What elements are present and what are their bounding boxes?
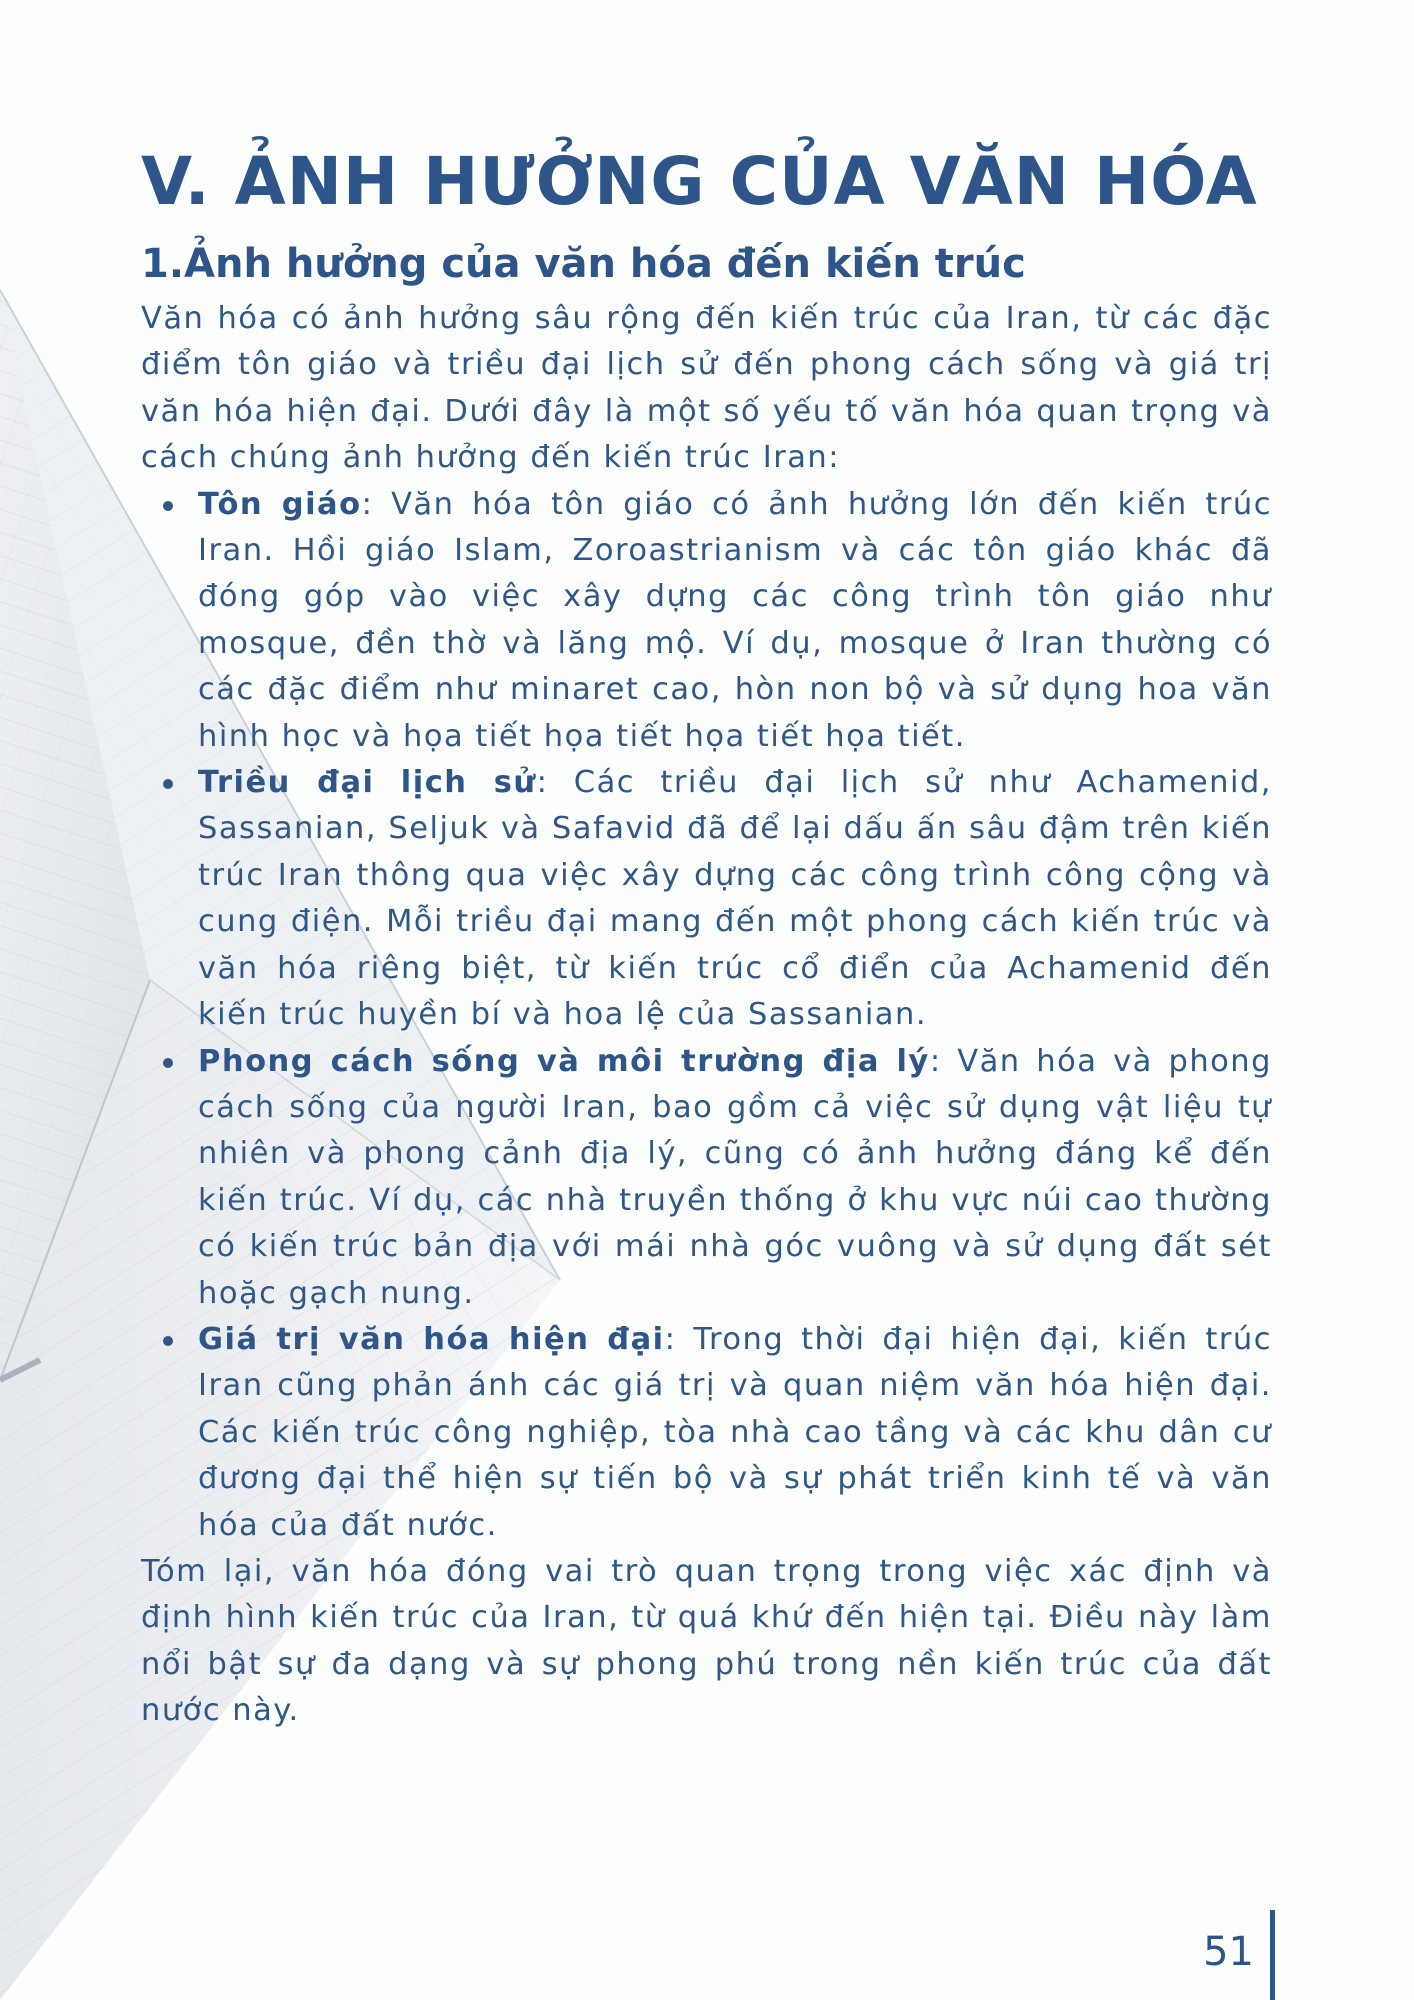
section-heading: V. ẢNH HƯỞNG CỦA VĂN HÓA <box>141 143 1258 220</box>
list-item <box>198 482 1272 760</box>
bullet-list <box>141 482 1272 1549</box>
list-item <box>198 760 1272 1038</box>
list-item-term: Triều đại lịch sử <box>198 765 537 801</box>
intro-paragraph: Văn hóa có ảnh hưởng sâu rộng đến kiến trúc của Iran, từ các đặc điểm tôn giáo và triều đại lịch sử đến phong cách sống và giá trị văn hóa hiện đại. Dưới đây là một số yếu tố văn hóa quan trọng và cách chúng ảnh hưởng đến kiến trúc Iran: <box>141 301 1272 476</box>
list-item <box>198 1317 1272 1549</box>
list-item-text: : Văn hóa và phong cách sống của người Iran, bao gồm cả việc sử dụng vật liệu tự nhiên và phong cảnh địa lý, cũng có ảnh hưởng đáng kể đến kiến trúc. Ví dụ, các nhà truyền thống ở khu vực núi cao thường có kiến trúc bản địa với mái nhà góc vuông và sử dụng đất sét hoặc gạch nung. <box>198 1043 1272 1311</box>
subsection-heading: 1.Ảnh hưởng của văn hóa đến kiến trúc <box>141 241 1026 287</box>
list-item-text: : Các triều đại lịch sử như Achamenid, Sassanian, Seljuk và Safavid đã để lại dấu ấn sâu đậm trên kiến trúc Iran thông qua việc xây dựng các công trình công cộng và cung điện. Mỗi triều đại mang đến một phong cách kiến trúc và văn hóa riêng biệt, từ kiến trúc cổ điển của Achamenid đến kiến trúc huyền bí và hoa lệ của Sassanian. <box>198 765 1272 1033</box>
list-item-term: Giá trị văn hóa hiện đại <box>198 1321 665 1357</box>
list-item-term: Phong cách sống và môi trường địa lý <box>198 1043 930 1079</box>
bullet-icon <box>163 501 173 511</box>
list-item-text: : Văn hóa tôn giáo có ảnh hưởng lớn đến kiến trúc Iran. Hồi giáo Islam, Zoroastrianism và các tôn giáo khác đã đóng góp vào việc xây dựng các công trình tôn giáo như mosque, đền thờ và lăng mộ. Ví dụ, mosque ở Iran thường có các đặc điểm như minaret cao, hòn non bộ và sử dụng hoa văn hình học và họa tiết họa tiết họa tiết họa tiết. <box>198 486 1272 754</box>
bullet-icon <box>163 1058 173 1068</box>
conclusion-paragraph: Tóm lại, văn hóa đóng vai trò quan trọng trong việc xác định và định hình kiến trúc của Iran, từ quá khứ đến hiện tại. Điều này làm nổi bật sự đa dạng và sự phong phú trong nền kiến trúc của đất nước này. <box>141 1553 1272 1729</box>
page-number-block <box>1203 1910 1275 2000</box>
list-item <box>198 1039 1272 1317</box>
bullet-icon <box>163 779 173 789</box>
page-number: 51 <box>1203 1929 1254 1975</box>
bullet-icon <box>163 1336 173 1346</box>
list-item-text: : Trong thời đại hiện đại, kiến trúc Iran cũng phản ánh các giá trị và quan niệm văn hóa hiện đại. Các kiến trúc công nghiệp, tòa nhà cao tầng và các khu dân cư đương đại thể hiện sự tiến bộ và sự phát triển kinh tế và văn hóa của đất nước. <box>198 1321 1272 1543</box>
content-area <box>141 140 1272 1735</box>
list-item-term: Tôn giáo <box>198 486 362 522</box>
page-number-divider <box>1270 1910 1275 2000</box>
